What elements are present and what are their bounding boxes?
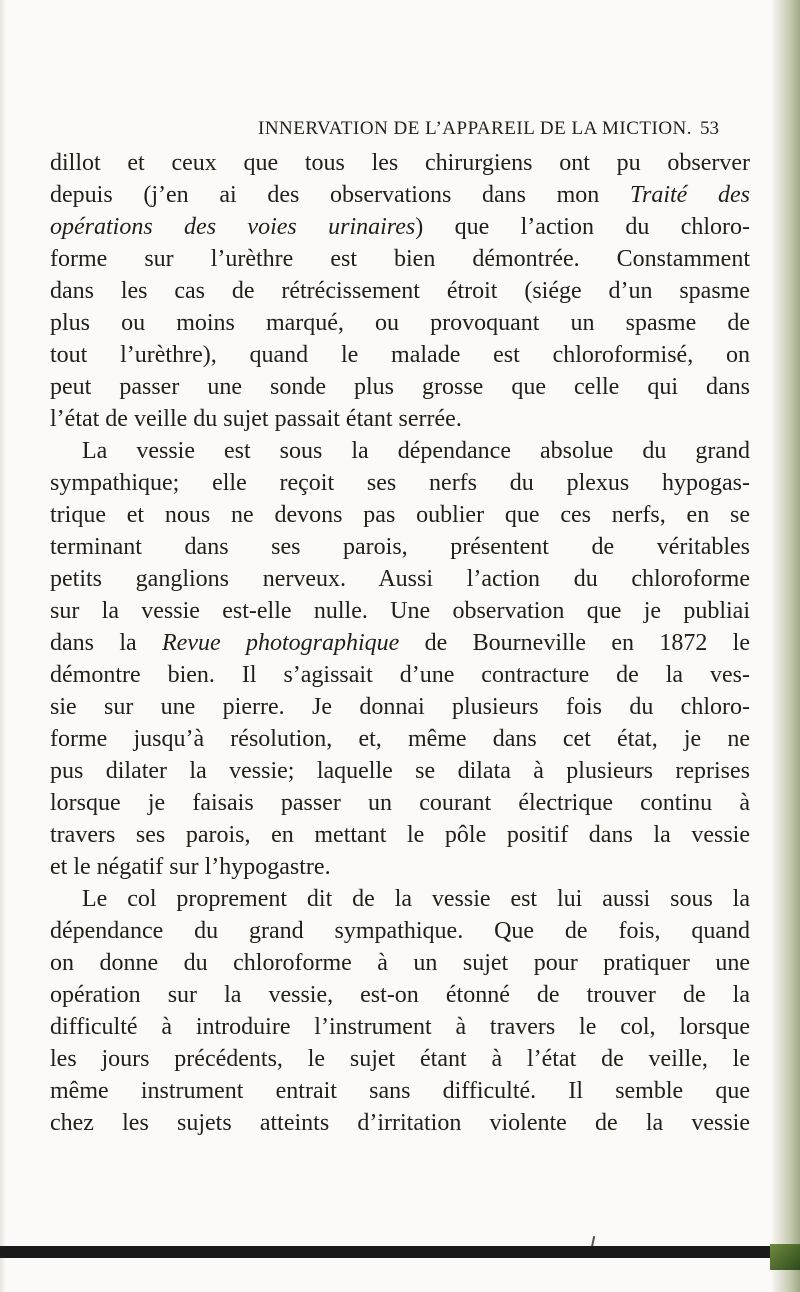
text-line: chez les sujets atteints d’irritation violente de la vessie bbox=[50, 1110, 750, 1136]
text-segment: de Bourneville en 1872 le bbox=[399, 630, 750, 656]
text-line: La vessie est sous la dépendance absolue du grand bbox=[82, 438, 750, 464]
text-line: lorsque je faisais passer un courant électrique continu à bbox=[50, 790, 750, 816]
text-line: sie sur une pierre. Je donnai plusieurs fois du chloro- bbox=[50, 694, 750, 720]
text-segment: ) que l’action du chloro- bbox=[415, 214, 751, 240]
page-bottom-edge bbox=[0, 1246, 772, 1258]
italic-title: Revue photographique bbox=[162, 630, 400, 656]
italic-title: opérations des voies urinaires bbox=[50, 214, 416, 240]
page-number: 53 bbox=[700, 118, 719, 139]
text-line: petits ganglions nerveux. Aussi l’action du chloroforme bbox=[50, 566, 750, 592]
text-line: l’état de veille du sujet passait étant serrée. bbox=[50, 406, 462, 432]
text-line: sympathique; elle reçoit ses nerfs du plexus hypogas- bbox=[50, 470, 750, 496]
italic-title: Traité des bbox=[629, 182, 751, 208]
text-line: pus dilater la vessie; laquelle se dilata à plusieurs reprises bbox=[50, 758, 750, 784]
text-line: difficulté à introduire l’instrument à travers le col, lorsque bbox=[50, 1014, 750, 1040]
text-line: trique et nous ne devons pas oublier que ces nerfs, en se bbox=[50, 502, 750, 528]
text-line: dillot et ceux que tous les chirurgiens ont pu observer bbox=[50, 150, 750, 176]
text-line: tout l’urèthre), quand le malade est chloroformisé, on bbox=[50, 342, 750, 368]
text-line: les jours précédents, le sujet étant à l’état de veille, le bbox=[50, 1046, 750, 1072]
text-line: même instrument entrait sans difficulté. Il semble que bbox=[50, 1078, 750, 1104]
text-line: sur la vessie est-elle nulle. Une observation que je publiai bbox=[50, 598, 750, 624]
text-line bbox=[50, 179, 750, 211]
text-line: démontre bien. Il s’agissait d’une contracture de la ves- bbox=[50, 662, 750, 688]
page-corner-binding bbox=[770, 1244, 800, 1270]
text-line: plus ou moins marqué, ou provoquant un spasme de bbox=[50, 310, 750, 336]
text-line: travers ses parois, en mettant le pôle positif dans la vessie bbox=[50, 822, 750, 848]
page-left-edge bbox=[0, 0, 6, 1292]
text-line bbox=[50, 627, 750, 659]
text-line: dans les cas de rétrécissement étroit (siége d’un spasme bbox=[50, 278, 750, 304]
text-line: forme sur l’urèthre est bien démontrée. Constamment bbox=[50, 246, 750, 272]
running-head bbox=[0, 118, 800, 142]
text-segment: dans la bbox=[50, 630, 163, 656]
text-line: on donne du chloroforme à un sujet pour pratiquer une bbox=[50, 950, 750, 976]
text-line: terminant dans ses parois, présentent de véritables bbox=[50, 534, 750, 560]
text-segment: depuis (j’en ai des observations dans mon bbox=[50, 182, 630, 208]
page-right-edge-binding bbox=[772, 0, 800, 1292]
text-line: opération sur la vessie, est-on étonné de trouver de la bbox=[50, 982, 750, 1008]
text-line: forme jusqu’à résolution, et, même dans cet état, je ne bbox=[50, 726, 750, 752]
text-line: Le col proprement dit de la vessie est lui aussi sous la bbox=[82, 886, 750, 912]
text-line: et le négatif sur l’hypogastre. bbox=[50, 854, 331, 880]
running-title: INNERVATION DE L’APPAREIL DE LA MICTION. bbox=[258, 118, 693, 139]
text-line bbox=[50, 211, 750, 243]
text-line: dépendance du grand sympathique. Que de fois, quand bbox=[50, 918, 750, 944]
text-line: peut passer une sonde plus grosse que celle qui dans bbox=[50, 374, 750, 400]
